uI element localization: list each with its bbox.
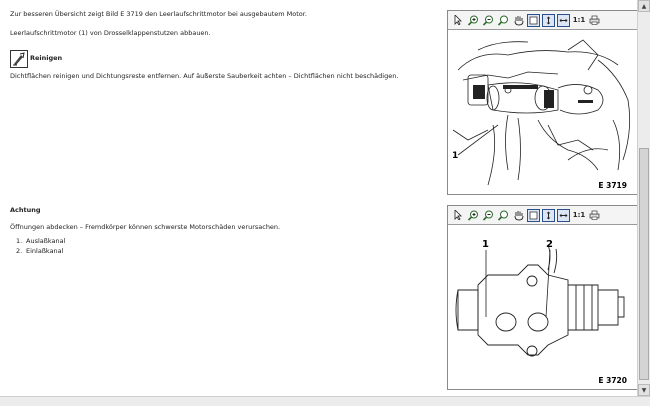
callout-1: 1 (452, 151, 459, 161)
fit-page-icon[interactable] (527, 14, 540, 27)
callout-1: 1 (482, 239, 489, 250)
list-item: 2. Einlaßkanal (16, 247, 64, 255)
hand-icon[interactable] (512, 209, 525, 222)
list-item: 1. Auslaßkanal (16, 237, 66, 245)
scroll-thumb[interactable] (639, 148, 649, 380)
scroll-down-button[interactable]: ▼ (638, 384, 650, 396)
reinigen-text: Dichtflächen reinigen und Dichtungsreste entfernen. Auf äußerste Sauberkeit achten – Dichtflächen nicht beschädigen. (10, 72, 399, 80)
callout-2: 2 (546, 239, 553, 250)
achtung-heading: Achtung (10, 206, 41, 214)
channel-list (16, 236, 65, 256)
magnifier-icon[interactable] (497, 209, 510, 222)
cleaning-icon (10, 50, 28, 68)
pointer-icon[interactable] (452, 209, 465, 222)
print-icon[interactable] (588, 209, 601, 222)
fit-width-icon[interactable] (557, 14, 570, 27)
image-toolbar (448, 11, 637, 30)
figure-label: E 3720 (598, 376, 627, 385)
fit-height-icon[interactable] (542, 209, 555, 222)
magnifier-icon[interactable] (497, 14, 510, 27)
intro-text: Zur besseren Übersicht zeigt Bild E 3719 den Leerlaufschrittmotor bei ausgebautem Motor. (10, 10, 307, 18)
zoom-in-icon[interactable] (467, 14, 480, 27)
figure-panel-e3719 (447, 10, 637, 195)
fit-height-icon[interactable] (542, 14, 555, 27)
figure-panel-e3720 (447, 205, 637, 390)
figure-drawing-e3719 (448, 30, 637, 194)
scroll-up-button[interactable]: ▲ (638, 0, 650, 12)
actual-size-icon[interactable]: 1:1 (572, 16, 586, 24)
image-toolbar (448, 206, 637, 225)
fit-page-icon[interactable] (527, 209, 540, 222)
reinigen-heading: Reinigen (30, 54, 63, 62)
achtung-text: Öffnungen abdecken – Fremdkörper können schwerste Motorschäden verursachen. (10, 223, 281, 231)
figure-drawing-e3720 (448, 225, 637, 389)
print-icon[interactable] (588, 14, 601, 27)
zoom-out-icon[interactable] (482, 209, 495, 222)
zoom-out-icon[interactable] (482, 14, 495, 27)
pointer-icon[interactable] (452, 14, 465, 27)
actual-size-icon[interactable]: 1:1 (572, 211, 586, 219)
hand-icon[interactable] (512, 14, 525, 27)
vertical-scrollbar[interactable] (637, 0, 650, 396)
fit-width-icon[interactable] (557, 209, 570, 222)
step-text: Leerlaufschrittmotor (1) von Drosselklappenstutzen abbauen. (10, 29, 211, 37)
zoom-in-icon[interactable] (467, 209, 480, 222)
figure-label: E 3719 (598, 181, 627, 190)
